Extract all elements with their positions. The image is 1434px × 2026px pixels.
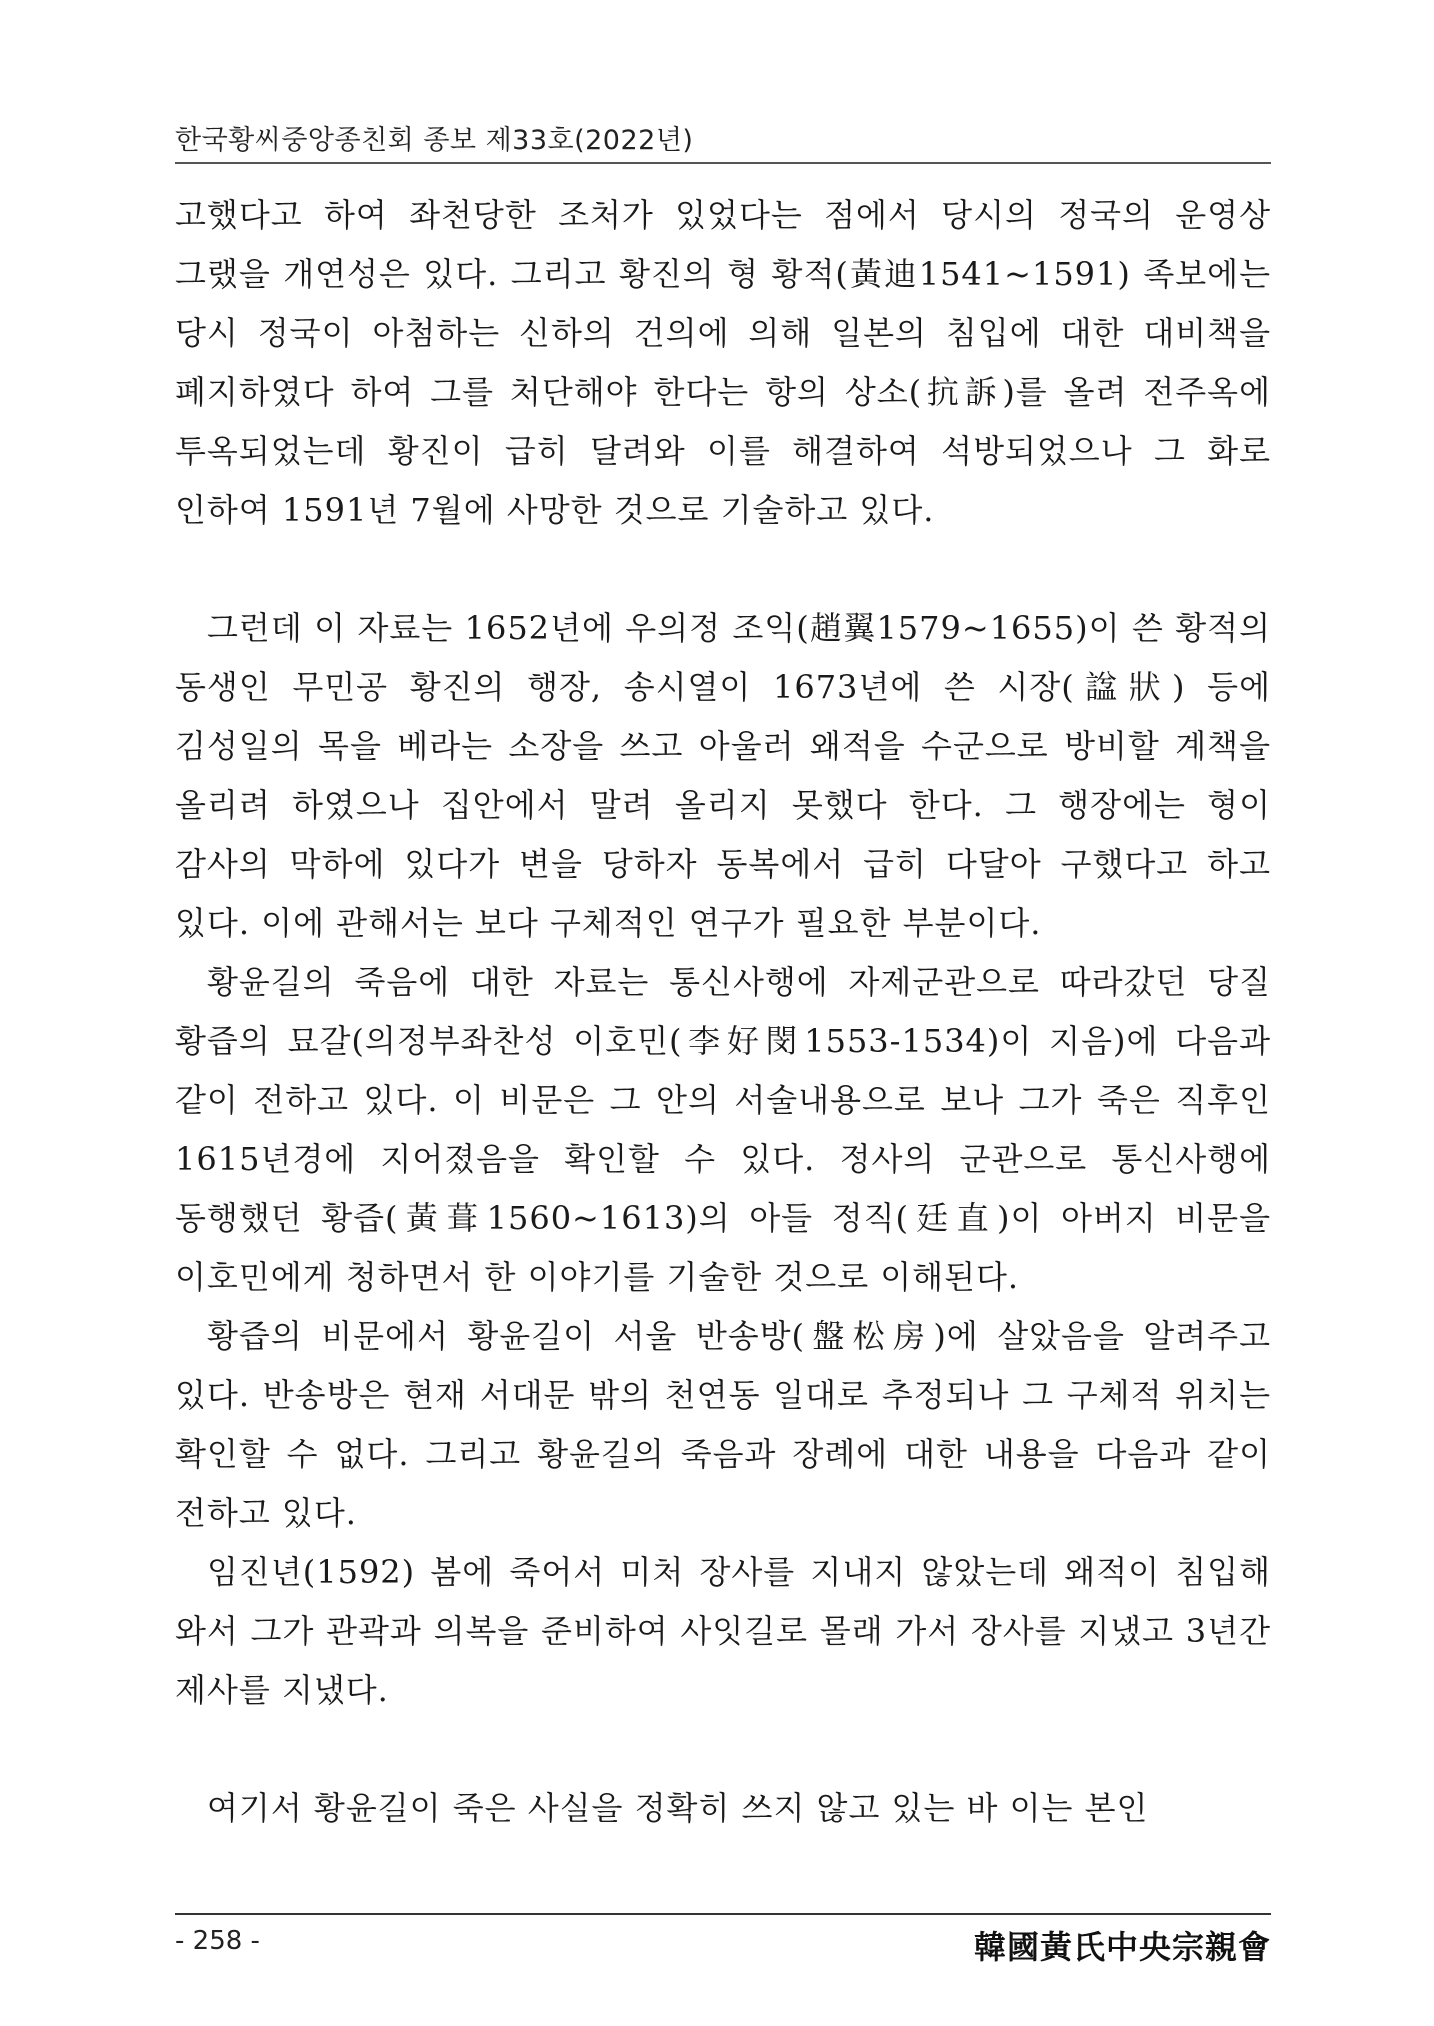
paragraph-4: 황즙의 비문에서 황윤길이 서울 반송방(盤松房)에 살았음을 알려주고 있다. 반송방은 현재 서대문 밖의 천연동 일대로 추정되나 그 구체적 위치는 확인할 수 없다. 그리고 황윤길의 죽음과 장례에 대한 내용을 다음과 같이 전하고 있다. [175, 1317, 1271, 1532]
paragraph-gap [175, 540, 1271, 599]
header-divider [175, 162, 1271, 164]
running-header: 한국황씨중앙종친회 종보 제33호(2022년) [175, 125, 694, 156]
organization-logo: 韓國黃氏中央宗親會 [973, 1928, 1271, 1966]
paragraph-1: 고했다고 하여 좌천당한 조처가 있었다는 점에서 당시의 정국의 운영상 그랬을 개연성은 있다. 그리고 황진의 형 황적(黃迪1541~1591) 족보에는 당시 정국이 아첨하는 신하의 건의에 의해 일본의 침입에 대한 대비책을 폐지하였다 하여 그를 처단해야 한다는 항의 상소(抗訴)를 올려 전주옥에 투옥되었는데 황진이 급히 달려와 이를 해결하여 석방되었으나 그 화로 인하여 1591년 7월에 사망한 것으로 기술하고 있다. [175, 196, 1271, 529]
paragraph-2: 그런데 이 자료는 1652년에 우의정 조익(趙翼1579~1655)이 쓴 황적의 동생인 무민공 황진의 행장, 송시열이 1673년에 쓴 시장(諡狀) 등에 김성일의 목을 베라는 소장을 쓰고 아울러 왜적을 수군으로 방비할 계책을 올리려 하였으나 집안에서 말려 올리지 못했다 한다. 그 행장에는 형이 감사의 막하에 있다가 변을 당하자 동복에서 급히 다달아 구했다고 하고 있다. 이에 관해서는 보다 구체적인 연구가 필요한 부분이다. [175, 609, 1271, 942]
paragraph-5-quote: 임진년(1592) 봄에 죽어서 미처 장사를 지내지 않았는데 왜적이 침입해 와서 그가 관곽과 의복을 준비하여 사잇길로 몰래 가서 장사를 지냈고 3년간 제사를 지냈다. [175, 1553, 1271, 1709]
body-text [175, 186, 1271, 1838]
paragraph-gap [175, 1720, 1271, 1779]
paragraph-3: 황윤길의 죽음에 대한 자료는 통신사행에 자제군관으로 따라갔던 당질 황즙의 묘갈(의정부좌찬성 이호민(李好閔1553-1534)이 지음)에 다음과 같이 전하고 있다. 이 비문은 그 안의 서술내용으로 보나 그가 죽은 직후인 1615년경에 지어졌음을 확인할 수 있다. 정사의 군관으로 통신사행에 동행했던 황즙(黃葺1560~1613)의 아들 정직(廷直)이 아버지 비문을 이호민에게 청하면서 한 이야기를 기술한 것으로 이해된다. [175, 963, 1271, 1296]
footer-divider [175, 1913, 1271, 1915]
page-number: - 258 - [175, 1926, 260, 1956]
paragraph-6: 여기서 황윤길이 죽은 사실을 정확히 쓰지 않고 있는 바 이는 본인 [207, 1789, 1149, 1827]
